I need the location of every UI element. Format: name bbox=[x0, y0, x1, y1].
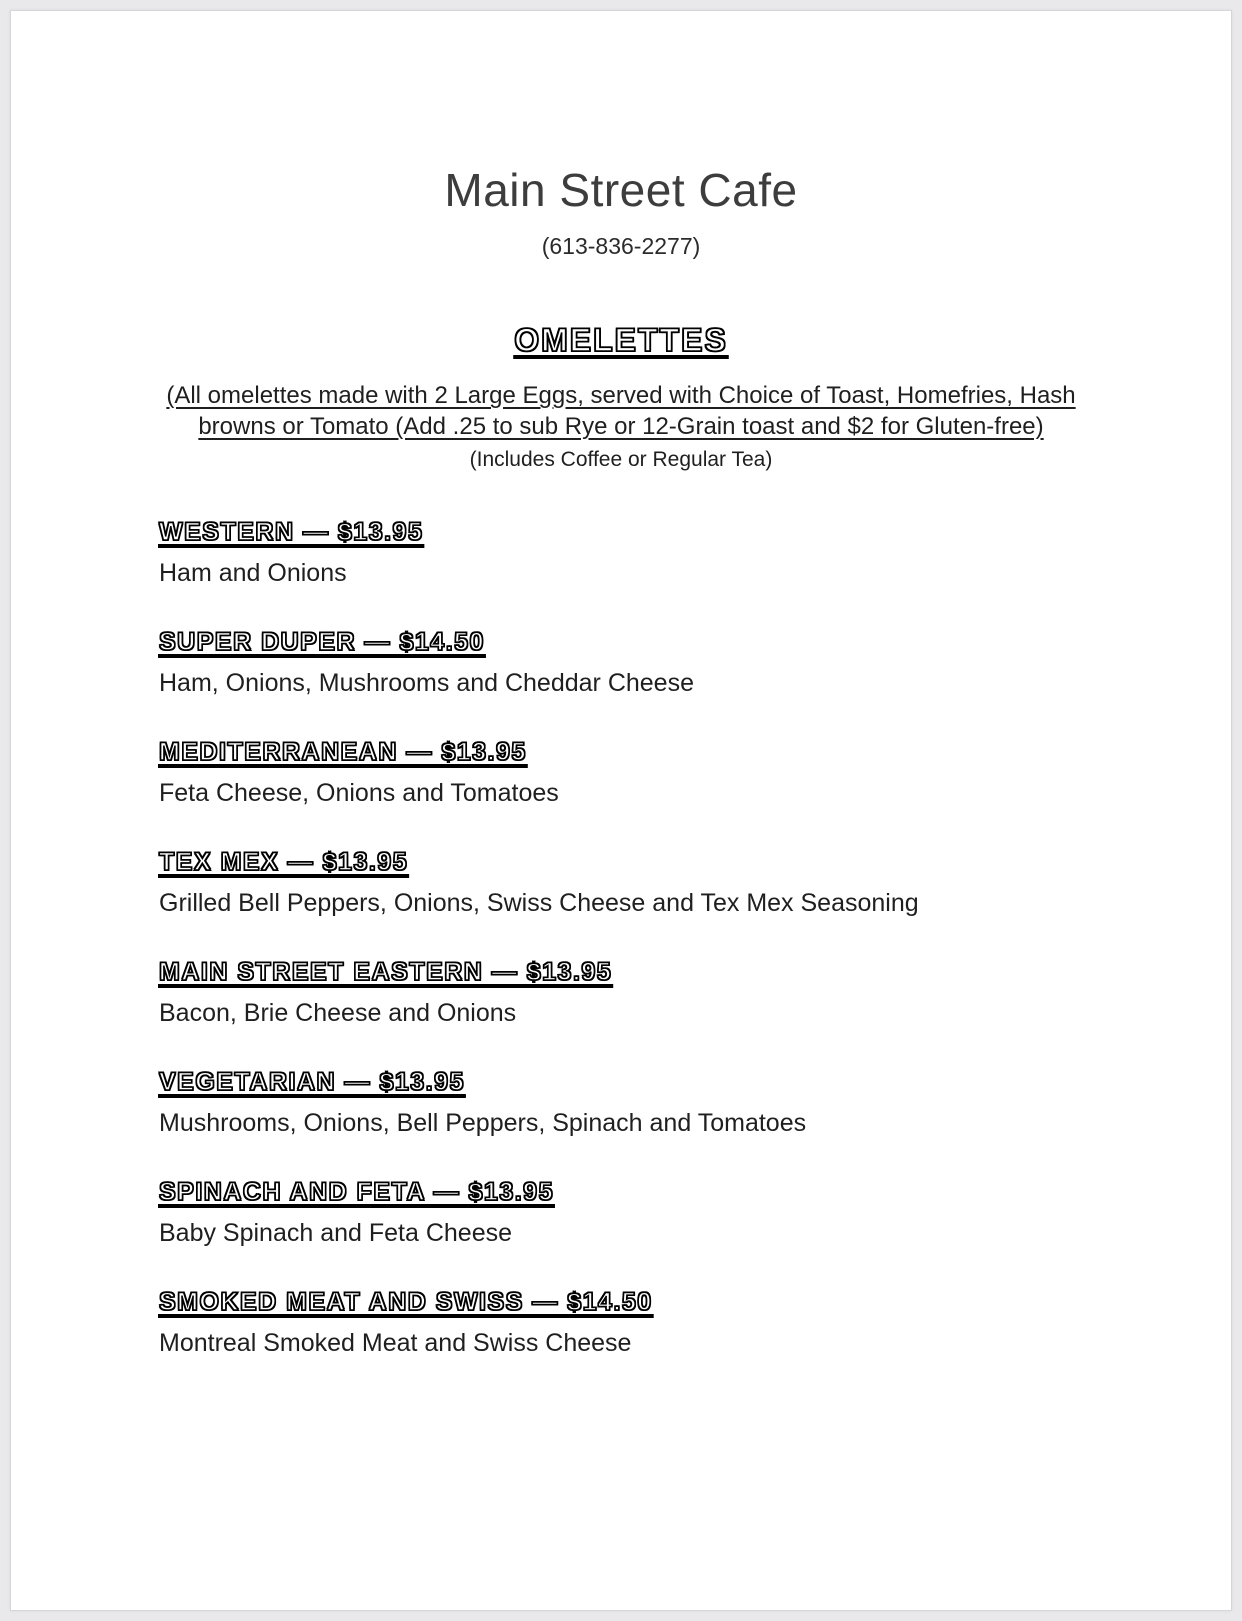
page-title: Main Street Cafe bbox=[444, 164, 798, 216]
menu-list bbox=[11, 518, 1231, 1358]
item-name: WESTERN — $13.95 bbox=[159, 518, 424, 547]
menu-item bbox=[159, 1288, 1111, 1358]
menu-item bbox=[159, 1068, 1111, 1138]
section-intro-sub-text: (Includes Coffee or Regular Tea) bbox=[469, 448, 773, 472]
menu-item bbox=[159, 958, 1111, 1028]
item-description: Ham, Onions, Mushrooms and Cheddar Cheese bbox=[159, 669, 694, 698]
menu-page bbox=[10, 10, 1232, 1611]
item-name: SMOKED MEAT AND SWISS — $14.50 bbox=[159, 1288, 653, 1317]
section-heading-omelettes: OMELETTES bbox=[514, 322, 728, 358]
item-name: SPINACH AND FETA — $13.95 bbox=[159, 1178, 554, 1207]
item-description: Bacon, Brie Cheese and Onions bbox=[159, 999, 517, 1028]
item-name: MEDITERRANEAN — $13.95 bbox=[159, 738, 527, 767]
section-intro-text: (All omelettes made with 2 Large Eggs, served with Choice of Toast, Homefries, Hash browns or Tomato (Add .25 to sub Rye or 12-Grain toast and $2 for Gluten-free) bbox=[166, 382, 1076, 440]
item-name: VEGETARIAN — $13.95 bbox=[159, 1068, 465, 1097]
menu-item bbox=[159, 848, 1111, 918]
section-intro-sub bbox=[11, 448, 1231, 472]
item-description: Montreal Smoked Meat and Swiss Cheese bbox=[159, 1329, 632, 1358]
item-name: SUPER DUPER — $14.50 bbox=[159, 628, 485, 657]
page-header bbox=[11, 11, 1231, 260]
item-description: Ham and Onions bbox=[159, 559, 347, 588]
item-description: Mushrooms, Onions, Bell Peppers, Spinach and Tomatoes bbox=[159, 1109, 807, 1138]
menu-item bbox=[159, 738, 1111, 808]
menu-item bbox=[159, 518, 1111, 588]
menu-item bbox=[159, 628, 1111, 698]
item-name: TEX MEX — $13.95 bbox=[159, 848, 409, 877]
menu-item bbox=[159, 1178, 1111, 1248]
phone-number: (613-836-2277) bbox=[541, 233, 701, 259]
item-description: Feta Cheese, Onions and Tomatoes bbox=[159, 779, 559, 808]
item-name: MAIN STREET EASTERN — $13.95 bbox=[159, 958, 613, 987]
item-description: Baby Spinach and Feta Cheese bbox=[159, 1219, 513, 1248]
section-intro bbox=[11, 381, 1231, 442]
item-description: Grilled Bell Peppers, Onions, Swiss Cheese and Tex Mex Seasoning bbox=[159, 889, 919, 918]
